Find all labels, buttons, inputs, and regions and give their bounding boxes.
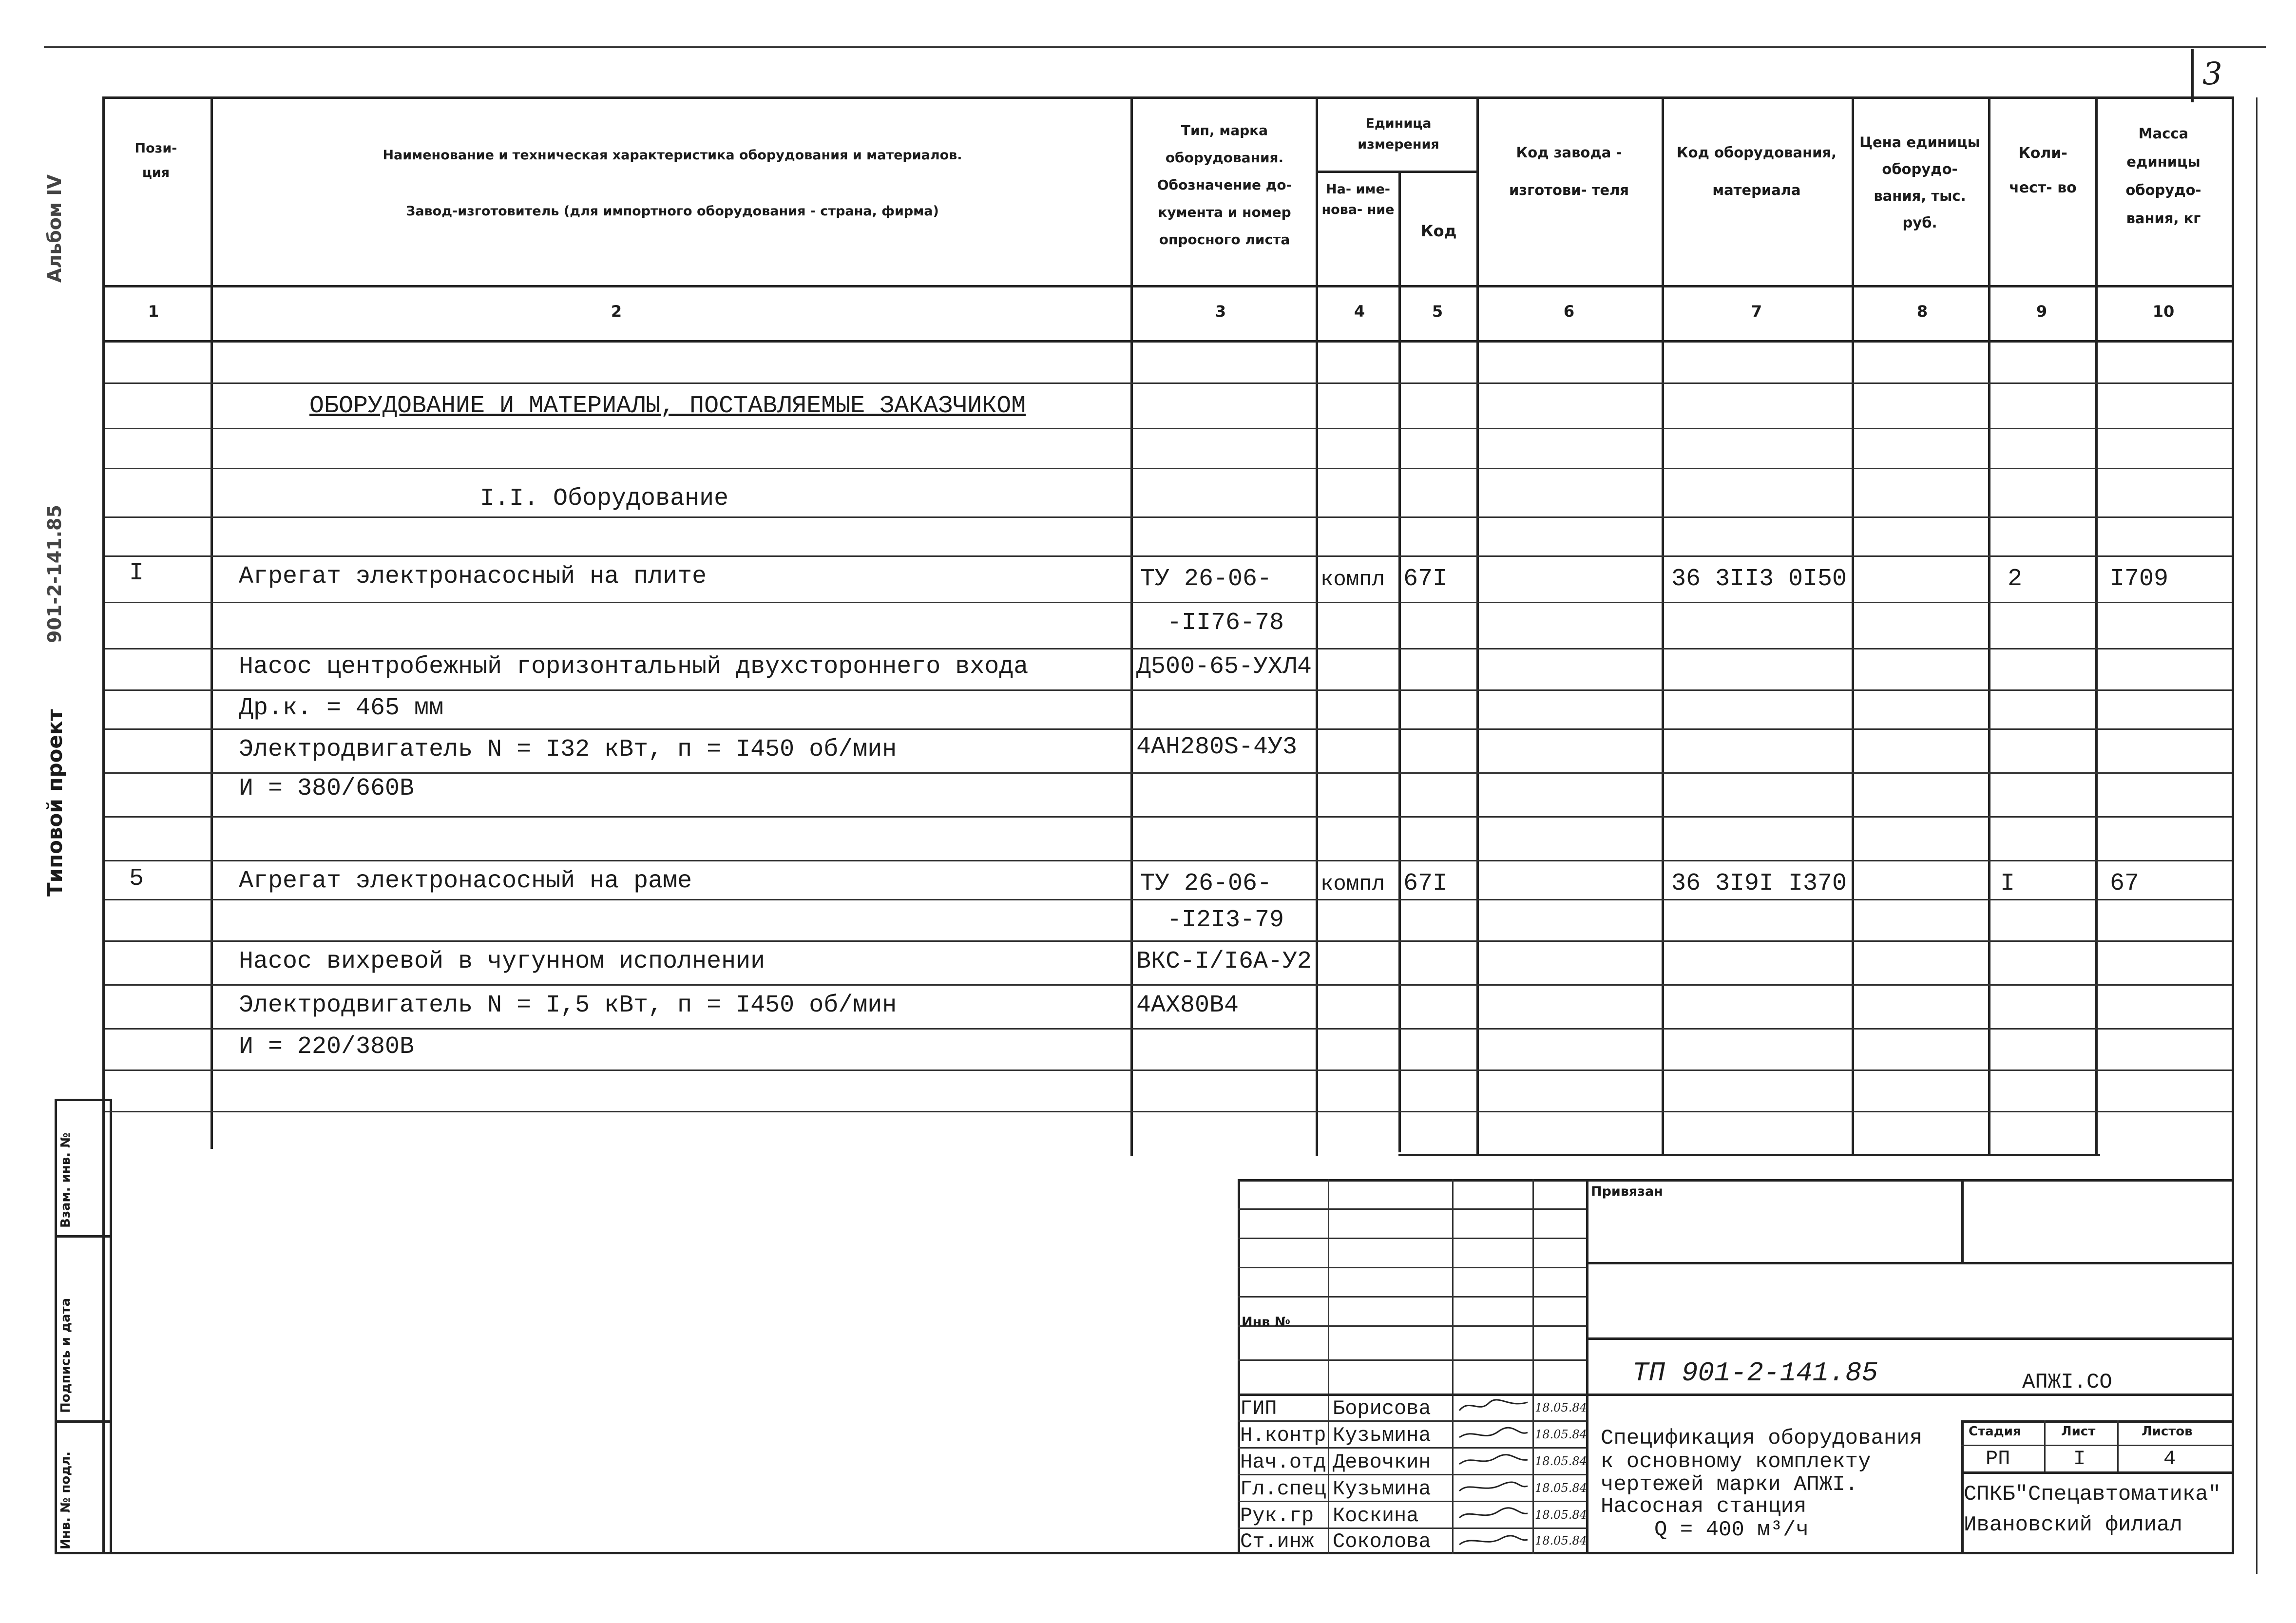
- col-num: 1: [148, 302, 159, 321]
- sign-date: 18.05.84: [1535, 1401, 1587, 1414]
- col8-header: Цена единицы оборудо- вания, тыс. руб.: [1859, 134, 1980, 231]
- row-type: ТУ 26-06-: [1140, 565, 1272, 593]
- stage-value: РП: [1986, 1447, 2010, 1470]
- row-type: ТУ 26-06-: [1140, 870, 1272, 897]
- row-type: Д500-65-УХЛ4: [1136, 653, 1312, 681]
- col-num: 8: [1916, 302, 1928, 321]
- col-num: 4: [1354, 302, 1365, 321]
- col3-header: Тип, марка оборудования. Обозначение до- кумента и номер опросного листа: [1157, 122, 1292, 248]
- subsection-title: I.I. Оборудование: [480, 485, 729, 513]
- col-num: 2: [611, 302, 622, 321]
- row-unit: компл: [1320, 568, 1385, 592]
- signatures: [1454, 1394, 1532, 1554]
- row-name: Агрегат электронасосный на плите: [239, 563, 707, 591]
- row-mass: 67: [2110, 870, 2140, 897]
- sign-date: 18.05.84: [1535, 1534, 1587, 1547]
- row-name: Электродвигатель N = I32 кВт, п = I450 об/мин: [239, 736, 897, 764]
- col-num: 5: [1432, 302, 1443, 321]
- person-name: Коскина: [1333, 1504, 1419, 1528]
- sheets-label: Листов: [2142, 1424, 2193, 1439]
- side-vzam-inv: Взам. инв. №: [58, 1132, 73, 1228]
- role: Ст.инж: [1240, 1530, 1314, 1553]
- org-line: СПКБ"Спецавтоматика": [1964, 1482, 2221, 1507]
- row-position: 5: [129, 865, 144, 893]
- doc-number: ТП 901-2-141.85: [1632, 1357, 1878, 1389]
- col9-header: Коли- чест- во: [2009, 145, 2077, 196]
- title-line: чертежей марки АПЖI.: [1601, 1472, 1858, 1497]
- col-num: 7: [1751, 302, 1762, 321]
- person-name: Кузьмина: [1333, 1424, 1431, 1447]
- row-name: Насос центробежный горизонтальный двухстороннего входа: [239, 653, 1029, 681]
- privyazan-label: Привязан: [1591, 1184, 1663, 1199]
- sign-date: 18.05.84: [1535, 1508, 1587, 1522]
- inv-no-label: Инв №: [1242, 1315, 1291, 1330]
- row-name: Насос вихревой в чугунном исполнении: [239, 948, 765, 975]
- person-name: Кузьмина: [1333, 1477, 1431, 1501]
- row-type: ВКС-I/I6А-У2: [1136, 948, 1312, 975]
- title-line: Q = 400 м³/ч: [1654, 1518, 1809, 1542]
- row-type: 4АН280S-4У3: [1136, 733, 1298, 761]
- col-num: 10: [2152, 302, 2175, 321]
- person-name: Соколова: [1333, 1530, 1431, 1553]
- sheet-label: Лист: [2061, 1424, 2096, 1439]
- row-name: Др.к. = 465 мм: [239, 694, 444, 722]
- role: Нач.отд: [1240, 1451, 1326, 1474]
- title-line: Спецификация оборудования: [1601, 1426, 1923, 1451]
- row-unit-code: 67I: [1403, 565, 1448, 593]
- row-name: И = 220/380В: [239, 1033, 415, 1061]
- row-type: 4АХ80В4: [1136, 992, 1239, 1019]
- col-num: 3: [1215, 302, 1226, 321]
- section-title: ОБОРУДОВАНИЕ И МАТЕРИАЛЫ, ПОСТАВЛЯЕМЫЕ ЗАКАЗЧИКОМ: [309, 392, 1026, 420]
- row-type: -II76-78: [1167, 609, 1284, 637]
- row-quantity: 2: [2008, 565, 2023, 593]
- col4-header: На- име- нова- ние: [1321, 182, 1395, 217]
- stage-label: Стадия: [1969, 1424, 2021, 1439]
- person-name: Девочкин: [1333, 1451, 1431, 1474]
- col-num: 9: [2036, 302, 2047, 321]
- side-inv-podl: Инв. № подл.: [58, 1451, 73, 1549]
- page-number: 3: [2202, 56, 2222, 92]
- row-name: Электродвигатель N = I,5 кВт, п = I450 об/мин: [239, 992, 897, 1019]
- title-line: Насосная станция: [1601, 1494, 1807, 1519]
- col5-header: Код: [1420, 222, 1457, 240]
- col6-header: Код завода - изготови- теля: [1509, 144, 1629, 198]
- role: Гл.спец: [1240, 1477, 1326, 1501]
- col2-header-line1: Наименование и техническая характеристика оборудования и материалов.: [383, 148, 962, 163]
- row-position: I: [129, 559, 144, 587]
- side-project-code: 901-2-141.85: [44, 505, 65, 643]
- sign-date: 18.05.84: [1535, 1428, 1587, 1441]
- sign-date: 18.05.84: [1535, 1454, 1587, 1468]
- person-name: Борисова: [1333, 1397, 1431, 1420]
- row-unit-code: 67I: [1403, 870, 1448, 897]
- title-line: к основному комплекту: [1601, 1450, 1871, 1474]
- side-project-type: Типовой проект: [43, 709, 67, 897]
- row-name: Агрегат электронасосный на раме: [239, 867, 692, 895]
- col-num: 6: [1563, 302, 1575, 321]
- side-podpis-data: Подпись и дата: [58, 1298, 73, 1413]
- sheets-value: 4: [2163, 1447, 2176, 1470]
- side-album: Альбом IV: [44, 174, 65, 283]
- col1-header: Пози- ция: [134, 141, 177, 180]
- col10-header: Масса единицы оборудо- вания, кг: [2125, 125, 2201, 227]
- row-type: -I2I3-79: [1167, 906, 1284, 934]
- org-line: Ивановский филиал: [1964, 1513, 2182, 1537]
- row-name: И = 380/660В: [239, 775, 415, 802]
- unit-group-header: Единица измерения: [1358, 116, 1439, 153]
- row-equipment-code: 36 3I9I I370: [1671, 870, 1847, 897]
- role: ГИП: [1240, 1397, 1277, 1420]
- col2-header-line2: Завод-изготовитель (для импортного оборудования - страна, фирма): [406, 204, 939, 219]
- page-number-box-edge: [2191, 49, 2194, 102]
- row-quantity: I: [2000, 870, 2015, 897]
- row-equipment-code: 36 3II3 0I50: [1671, 565, 1847, 593]
- row-unit: компл: [1320, 872, 1385, 897]
- sign-date: 18.05.84: [1535, 1481, 1587, 1495]
- doc-mark: АПЖI.СО: [2022, 1370, 2112, 1394]
- row-mass: I709: [2110, 565, 2169, 593]
- sheet-value: I: [2073, 1447, 2086, 1470]
- col7-header: Код оборудования, материала: [1676, 144, 1837, 198]
- role: Н.контр: [1240, 1424, 1326, 1447]
- role: Рук.гр: [1240, 1504, 1314, 1528]
